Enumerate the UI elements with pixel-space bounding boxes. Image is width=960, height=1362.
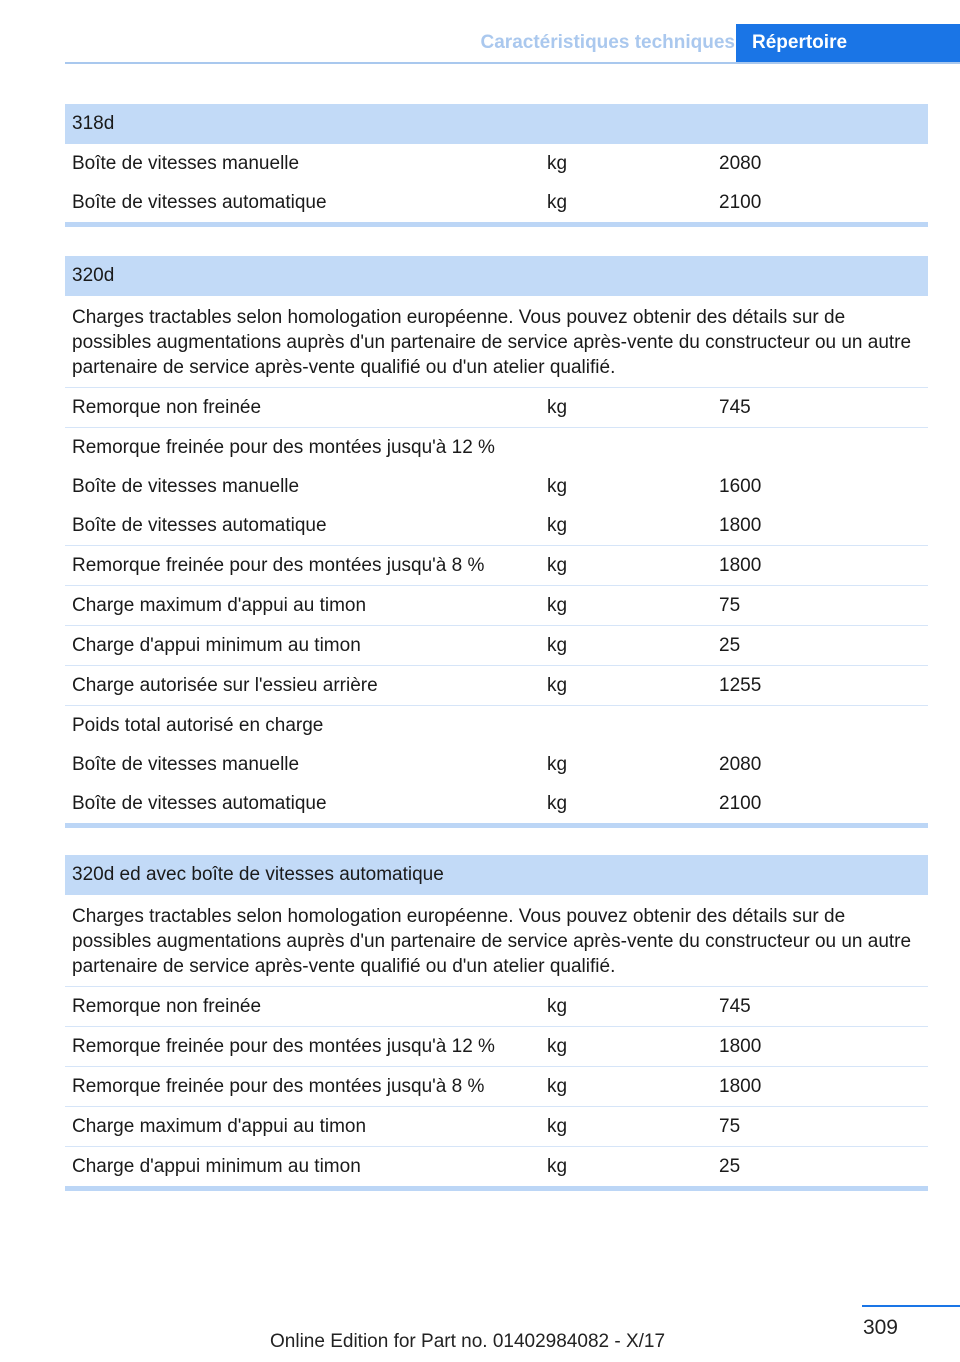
row-label: Boîte de vitesses automatique [72,192,327,213]
row-label: Remorque freinée pour des montées jusqu'à 12 % [72,1036,495,1057]
table-title: 320d [65,256,928,296]
row-label: Charge d'appui minimum au timon [72,635,361,656]
row-label: Boîte de vitesses automatique [72,793,327,814]
row-label: Charge maximum d'appui au timon [72,595,367,616]
row-value: 2100 [719,793,762,814]
table-row [65,1146,928,1186]
row-unit: kg [547,515,568,536]
table-title: 318d [65,104,928,144]
row-unit: kg [547,595,568,616]
footer-edition: Online Edition for Part no. 01402984082 - X/17 [270,1331,666,1352]
row-unit: kg [547,675,568,696]
header-section-title[interactable]: Caractéristiques techniques [480,32,735,53]
row-label: Boîte de vitesses manuelle [72,476,300,497]
page-header [65,24,960,64]
row-label: Boîte de vitesses manuelle [72,153,300,174]
table-row [65,1026,928,1066]
row-unit: kg [547,1036,568,1057]
row-label: Poids total autorisé en charge [72,715,324,736]
table-320d [65,256,928,828]
row-unit: kg [547,153,568,174]
row-value: 1800 [719,515,762,536]
row-unit: kg [547,996,568,1017]
table-row [65,467,928,506]
row-value: 2080 [719,754,762,775]
row-value: 75 [719,595,741,616]
row-unit: kg [547,1156,568,1177]
row-label: Charge d'appui minimum au timon [72,1156,361,1177]
table-320d-ed [65,855,928,1191]
row-value: 1600 [719,476,762,497]
header-tab-repertoire[interactable]: Répertoire [736,24,960,62]
row-label: Remorque non freinée [72,996,262,1017]
table-row [65,427,928,467]
row-value: 75 [719,1116,741,1137]
row-label: Charge autorisée sur l'essieu arrière [72,675,378,696]
row-label: Boîte de vitesses automatique [72,515,327,536]
row-label: Remorque freinée pour des montées jusqu'à 8 % [72,1076,485,1097]
row-value: 745 [719,397,751,418]
table-note: Charges tractables selon homologation européenne. Vous pouvez obtenir des détails sur de possibles augmentations auprès d'un partenaire de service après-vente du constructeur ou un autre partenaire de service après-vente qualifié ou d'un atelier qualifié. [72,906,912,977]
table-row [65,387,928,427]
table-note: Charges tractables selon homologation européenne. Vous pouvez obtenir des détails sur de possibles augmentations auprès d'un partenaire de service après-vente du constructeur ou un autre partenaire de service après-vente qualifié ou d'un atelier qualifié. [72,307,912,378]
row-unit: kg [547,1116,568,1137]
row-value: 1800 [719,555,762,576]
row-value: 2080 [719,153,762,174]
table-row [65,625,928,665]
table-row [65,745,928,784]
row-value: 1800 [719,1036,762,1057]
table-row [65,665,928,705]
table-row [65,144,928,183]
table-row [65,705,928,745]
row-value: 25 [719,1156,741,1177]
row-value: 1800 [719,1076,762,1097]
row-label: Remorque freinée pour des montées jusqu'à 12 % [72,437,495,458]
table-row [65,506,928,545]
table-row [65,1106,928,1146]
table-row [65,986,928,1026]
table-row [65,1066,928,1106]
row-unit: kg [547,635,568,656]
row-label: Remorque freinée pour des montées jusqu'à 8 % [72,555,485,576]
table-row [65,585,928,625]
row-label: Remorque non freinée [72,397,262,418]
table-row [65,183,928,222]
row-label: Charge maximum d'appui au timon [72,1116,367,1137]
row-unit: kg [547,476,568,497]
row-unit: kg [547,397,568,418]
row-value: 1255 [719,675,762,696]
table-318d [65,104,928,227]
row-unit: kg [547,793,568,814]
row-unit: kg [547,192,568,213]
row-value: 745 [719,996,751,1017]
row-value: 2100 [719,192,762,213]
page-number: 309 [862,1316,898,1339]
table-row [65,784,928,823]
row-unit: kg [547,754,568,775]
footer-accent-line [862,1305,960,1307]
row-label: Boîte de vitesses manuelle [72,754,300,775]
table-title: 320d ed avec boîte de vitesses automatique [65,855,928,895]
row-value: 25 [719,635,741,656]
row-unit: kg [547,1076,568,1097]
row-unit: kg [547,555,568,576]
table-row [65,545,928,585]
